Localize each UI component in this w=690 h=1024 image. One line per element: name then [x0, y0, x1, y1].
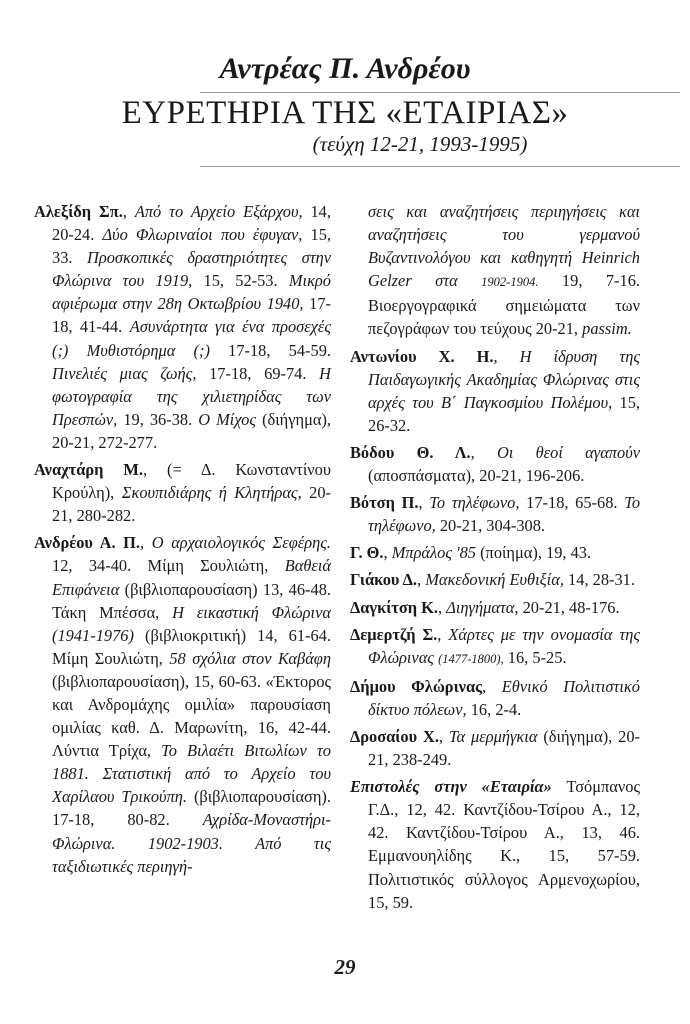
entry-reference: 14, 28-31.	[563, 570, 635, 590]
entry-work-title: Μικρό αφιέρωμα στην 28η Οκτωβρίου 1940,	[52, 271, 331, 314]
issues-subtitle: (τεύχη 12-21, 1993-1995)	[312, 132, 528, 156]
page-number: 29	[334, 955, 356, 979]
entry-work-title: Σκουπιδιάρης ή Κλητήρας,	[121, 483, 302, 503]
entry-work-title: Οι θεοί αγαπούν	[496, 442, 640, 462]
entry-reference: ,	[470, 442, 497, 462]
index-entry	[350, 541, 640, 564]
entry-reference: (βιβλιοπαρουσίαση). 17-18, 80-82.	[52, 787, 331, 830]
entry-work-title: Βαθειά Επιφάνεια	[52, 556, 331, 599]
entry-author: Αναχτάρη Μ.	[34, 460, 143, 480]
entry-reference: 17-18, 54-59.	[209, 340, 332, 360]
entry-reference: 15, 52-53.	[192, 271, 289, 291]
entry-author: Γιάκου Δ.	[350, 570, 417, 590]
entry-work-title: Μπράλος '85	[391, 543, 476, 563]
entry-reference: 20-21, 304-308.	[435, 516, 546, 536]
entry-work-title: 58 σχόλια στον Καβάφη	[169, 648, 331, 668]
page-header	[0, 52, 690, 156]
entry-reference: (ποίημα), 19, 43.	[475, 543, 592, 563]
entry-reference: 12, 34-40. Μίμη Σουλιώτη,	[52, 556, 285, 576]
entry-reference: 19, 36-38.	[117, 409, 199, 429]
entry-reference: (βιβλιοκριτική) 14, 61-64. Μίμη Σουλιώτη,	[52, 625, 331, 668]
author-name: Αντρέας Π. Ανδρέου	[219, 52, 471, 85]
entry-author: Αλεξίδη Σπ.	[34, 202, 123, 221]
entry-reference: , (= Δ. Κωνσταντίνου Κρούλη),	[52, 460, 331, 503]
entry-reference: ,	[140, 533, 152, 553]
left-column	[34, 200, 331, 882]
index-title: ΕΥΡΕΤΗΡΙΑ ΤΗΣ «ΕΤΑΙΡΙΑΣ»	[121, 95, 569, 131]
entry-reference: 15, 33.	[52, 225, 332, 268]
entry-reference: 17-18, 41-44.	[52, 294, 331, 337]
entry-reference: 17-18, 69-74.	[196, 363, 320, 383]
entry-reference: 16, 2-4.	[466, 699, 522, 719]
header-rule-bottom	[200, 166, 680, 167]
entry-author: Ανδρέου Α. Π.	[34, 533, 141, 553]
entry-work-title: Διηγήματα,	[446, 597, 519, 617]
entry-reference: 20-21, 48-176.	[518, 597, 620, 617]
entry-reference: 17-18, 65-68.	[519, 493, 625, 513]
index-entry	[350, 596, 640, 619]
entry-work-title: Η εικαστική Φλώρινα (1941-1976)	[52, 602, 331, 645]
entry-author: Γ. Θ.	[350, 543, 384, 563]
entry-work-title: Ο Μίχος	[198, 409, 257, 429]
entry-work-title: Το τηλέφωνο,	[368, 493, 641, 536]
entry-work-title: Το τηλέφωνο,	[429, 493, 520, 513]
entry-work-title: Ασυνάρτητα για ένα προσεχές (;) Μυθιστόρημα (;)	[52, 317, 331, 360]
entry-work-title: Από το Αρχείο Εξάρχου,	[134, 202, 303, 221]
right-column	[350, 200, 640, 918]
index-entry	[350, 491, 640, 537]
index-entry	[34, 200, 331, 454]
index-entry	[350, 775, 640, 914]
entry-work-title: Προσκοπικές δραστηριότητες στην Φλώρινα του 1919,	[52, 248, 331, 291]
entry-work-title: σεις και αναζητήσεις περιηγήσεις και αναζητήσεις του γερμανού Βυζαντινολόγου και καθηγητή Heinrich Gelzer στα	[368, 202, 640, 291]
entry-reference: Τσόμπανος Γ.Δ., 12, 42. Καντζίδου-Τσίρου Α., 12, 42. Καντζίδου-Τσίρου Α., 13, 46. Εμμανουηλίδης Κ., 15, 57-59. Πολιτιστικός σύλλογος Αρμενοχωρίου, 15, 59.	[368, 777, 640, 912]
entry-work-title: Η φωτογραφία της χιλιετηρίδας των Πρεσπών,	[52, 363, 331, 429]
index-entry	[350, 725, 640, 771]
entry-reference: ,	[482, 676, 502, 696]
index-entry	[350, 675, 640, 721]
entry-reference: 16, 5-25.	[503, 647, 567, 667]
entry-reference: ,	[418, 493, 430, 513]
entry-reference: (διήγημα), 20-21, 238-249.	[368, 726, 640, 770]
entry-work-title: Το Βιλαέτι Βιτωλίων το 1881. Στατιστική από το Αρχείο του Χαρίλαου Τρικούπη.	[52, 741, 331, 807]
entry-reference: ,	[122, 202, 135, 221]
entry-reference: (βιβλιοπαρουσίαση) 13, 46-48. Τάκη Μπέσσα,	[52, 579, 331, 622]
entry-author: Βόδου Θ. Λ.	[350, 442, 471, 462]
index-entry	[34, 531, 331, 877]
entry-reference: ,	[383, 543, 392, 563]
entry-work-title: Τα μερμήγκια	[448, 726, 538, 746]
entry-reference: (αποσπάσματα), 20-21, 196-206.	[368, 466, 585, 486]
entry-author: Επιστολές στην «Εταιρία»	[350, 777, 552, 797]
entry-reference: ,	[493, 346, 520, 366]
entry-work-title: (1477-1800),	[438, 651, 504, 666]
entry-reference: 15, 26-32.	[368, 392, 640, 435]
entry-work-title: Δύο Φλωριναίοι που έφυγαν,	[102, 225, 303, 245]
index-entry	[350, 441, 640, 487]
index-entry	[350, 623, 640, 671]
entry-work-title: Ο αρχαιολογικός Σεφέρης.	[151, 533, 331, 553]
index-entry	[350, 568, 640, 591]
index-entry	[34, 458, 331, 527]
entry-author: Δεμερτζή Σ.	[350, 624, 438, 644]
index-entry	[350, 345, 640, 437]
entry-work-title: Αχρίδα-Μοναστήρι-Φλώρινα. 1902-1903. Από τις ταξιδιωτικές περιηγή-	[52, 810, 331, 876]
entry-reference: ,	[438, 726, 449, 746]
entry-author: Δροσαίου Χ.	[350, 726, 439, 746]
entry-work-title: Μακεδονική Ευθιξία,	[425, 570, 564, 590]
entry-reference: ,	[417, 570, 426, 590]
entry-reference: ,	[437, 624, 449, 644]
header-rule-top	[200, 92, 680, 93]
entry-reference: 14, 20-24.	[52, 202, 331, 245]
entry-author: Βότση Π.	[350, 493, 419, 513]
entry-reference: 20-21, 280-282.	[52, 483, 331, 526]
entry-author: Δαγκίτση Κ.	[350, 597, 438, 617]
entry-work-title: Εθνικό Πολιτιστικό δίκτυο πόλεων,	[368, 676, 640, 719]
entry-reference: 19, 7-16. Βιοεργογραφικά σημειώματα των πεζογράφων του τεύχους 20-21,	[368, 271, 641, 339]
entry-reference: (βιβλιοπαρουσίαση), 15, 60-63. «Έκτορος και Ανδρομάχης ομιλία» παρουσίαση ομιλίας καθ. Δ. Μαρωνίτη, 16, 42-44. Λύντια Τρίχα,	[52, 671, 331, 761]
entry-work-title: passim.	[582, 319, 632, 339]
entry-work-title: Χάρτες με την ονομασία της Φλώρινας	[368, 624, 640, 667]
index-entry	[350, 200, 640, 341]
entry-author: Δήμου Φλώρινας	[350, 676, 483, 696]
entry-work-title: 1902-1904.	[481, 275, 539, 290]
entry-author: Αντωνίου Χ. Η.	[350, 346, 494, 366]
entry-reference: (διήγημα), 20-21, 272-277.	[52, 409, 331, 452]
entry-work-title: Πινελιές μιας ζωής,	[52, 363, 197, 383]
entry-reference: ,	[438, 597, 447, 617]
entry-work-title: Η ίδρυση της Παιδαγωγικής Ακαδημίας Φλώρινας στις αρχές του Β΄ Παγκοσμίου Πολέμου,	[368, 346, 640, 412]
